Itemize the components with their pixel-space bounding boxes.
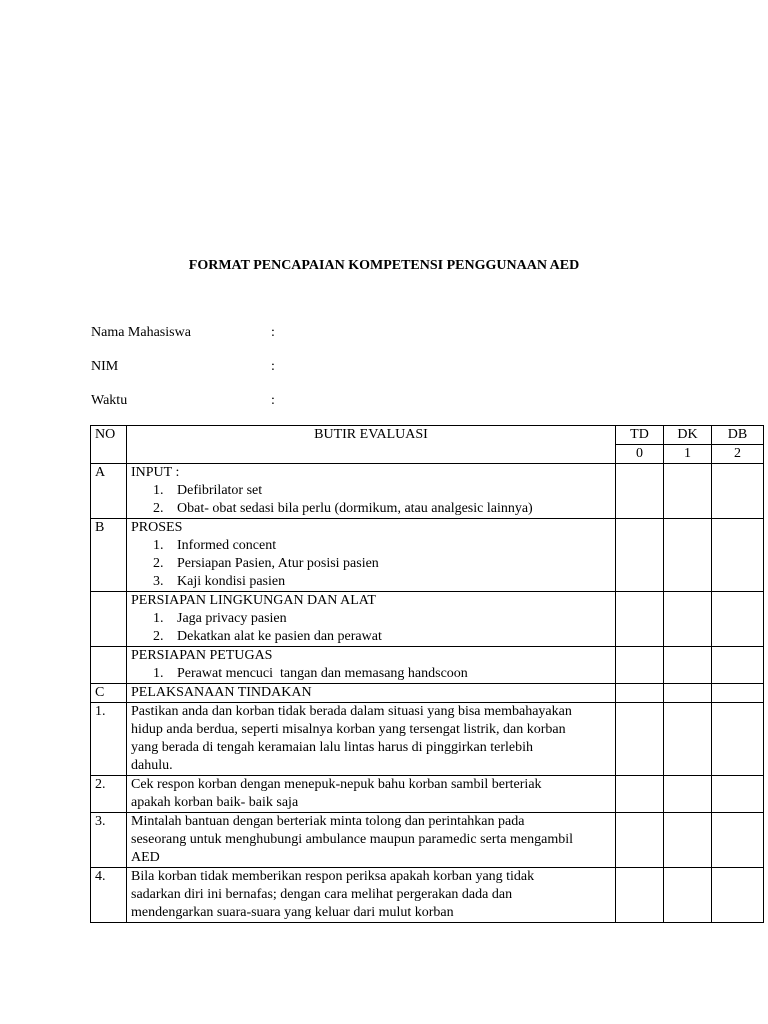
score-cell-db[interactable] bbox=[712, 684, 764, 703]
list-item: 1. Defibrilator set bbox=[153, 483, 263, 498]
score-cell-td[interactable] bbox=[616, 776, 664, 813]
row-no: A bbox=[91, 464, 127, 519]
table-row bbox=[91, 776, 764, 813]
table-row bbox=[91, 464, 764, 519]
step-line: AED bbox=[131, 850, 160, 865]
score-cell-db[interactable] bbox=[712, 647, 764, 684]
score-cell-dk[interactable] bbox=[664, 684, 712, 703]
score-cell-dk[interactable] bbox=[664, 813, 712, 868]
score-cell-dk[interactable] bbox=[664, 519, 712, 592]
row-no: 2. bbox=[91, 776, 127, 813]
score-cell-db[interactable] bbox=[712, 519, 764, 592]
step-line: apakah korban baik- baik saja bbox=[131, 795, 299, 810]
row-content bbox=[127, 813, 616, 868]
score-cell-dk[interactable] bbox=[664, 703, 712, 776]
row-no: 3. bbox=[91, 813, 127, 868]
list-item: 2. Obat- obat sedasi bila perlu (dormikum, atau analgesic lainnya) bbox=[153, 501, 533, 516]
field-colon: : bbox=[271, 393, 275, 408]
score-cell-td[interactable] bbox=[616, 464, 664, 519]
score-cell-db[interactable] bbox=[712, 813, 764, 868]
section-heading: PELAKSANAAN TINDAKAN bbox=[127, 684, 616, 703]
row-content bbox=[127, 776, 616, 813]
row-content bbox=[127, 592, 616, 647]
step-line: yang berada di tengah keramaian lalu lintas harus di pinggirkan terlebih bbox=[131, 740, 533, 755]
score-cell-dk[interactable] bbox=[664, 464, 712, 519]
score-cell-db[interactable] bbox=[712, 592, 764, 647]
list-item: 2. Persiapan Pasien, Atur posisi pasien bbox=[153, 556, 379, 571]
section-heading: PROSES bbox=[131, 520, 183, 535]
row-content bbox=[127, 868, 616, 923]
score-cell-dk[interactable] bbox=[664, 868, 712, 923]
score-cell-td[interactable] bbox=[616, 592, 664, 647]
score-cell-td[interactable] bbox=[616, 703, 664, 776]
row-content bbox=[127, 703, 616, 776]
score-cell-db[interactable] bbox=[712, 776, 764, 813]
score-db: 2 bbox=[712, 445, 764, 464]
step-line: hidup anda berdua, seperti misalnya korban yang tersengat listrik, dan korban bbox=[131, 722, 566, 737]
step-line: mendengarkan suara-suara yang keluar dari mulut korban bbox=[131, 905, 454, 920]
field-nama-mahasiswa bbox=[91, 325, 275, 341]
step-line: Pastikan anda dan korban tidak berada dalam situasi yang bisa membahayakan bbox=[131, 704, 572, 719]
score-cell-db[interactable] bbox=[712, 464, 764, 519]
list-item: 1. Jaga privacy pasien bbox=[153, 611, 287, 626]
score-cell-td[interactable] bbox=[616, 684, 664, 703]
field-label: Nama Mahasiswa bbox=[91, 325, 191, 340]
list-item: 1. Informed concent bbox=[153, 538, 277, 553]
table-row bbox=[91, 868, 764, 923]
row-content bbox=[127, 647, 616, 684]
header-butir-evaluasi: BUTIR EVALUASI bbox=[127, 426, 616, 464]
step-line: dahulu. bbox=[131, 758, 173, 773]
section-heading: INPUT : bbox=[131, 465, 180, 480]
step-line: sadarkan diri ini bernafas; dengan cara melihat pergerakan dada dan bbox=[131, 887, 513, 902]
score-cell-td[interactable] bbox=[616, 813, 664, 868]
score-cell-dk[interactable] bbox=[664, 647, 712, 684]
header-no: NO bbox=[91, 426, 127, 464]
step-line: seseorang untuk menghubungi ambulance maupun paramedic serta mengambil bbox=[131, 832, 574, 847]
field-label: Waktu bbox=[91, 393, 128, 408]
row-no: 4. bbox=[91, 868, 127, 923]
score-cell-td[interactable] bbox=[616, 868, 664, 923]
field-waktu bbox=[91, 393, 275, 409]
score-cell-dk[interactable] bbox=[664, 776, 712, 813]
row-content bbox=[127, 519, 616, 592]
header-dk: DK bbox=[664, 426, 712, 445]
score-cell-td[interactable] bbox=[616, 647, 664, 684]
header-db: DB bbox=[712, 426, 764, 445]
row-no: C bbox=[91, 684, 127, 703]
header-td: TD bbox=[616, 426, 664, 445]
score-dk: 1 bbox=[664, 445, 712, 464]
field-colon: : bbox=[271, 325, 275, 340]
table-row bbox=[91, 813, 764, 868]
score-cell-db[interactable] bbox=[712, 703, 764, 776]
section-heading: PERSIAPAN PETUGAS bbox=[131, 648, 273, 663]
step-line: Cek respon korban dengan menepuk-nepuk bahu korban sambil berteriak bbox=[131, 777, 542, 792]
section-heading: PERSIAPAN LINGKUNGAN DAN ALAT bbox=[131, 593, 376, 608]
step-line: Mintalah bantuan dengan berteriak minta tolong dan perintahkan pada bbox=[131, 814, 525, 829]
score-td: 0 bbox=[616, 445, 664, 464]
list-item: 2. Dekatkan alat ke pasien dan perawat bbox=[153, 629, 382, 644]
step-line: Bila korban tidak memberikan respon periksa apakah korban yang tidak bbox=[131, 869, 535, 884]
field-colon: : bbox=[271, 359, 275, 374]
table-header-row bbox=[91, 426, 764, 445]
row-no bbox=[91, 647, 127, 684]
page-title: FORMAT PENCAPAIAN KOMPETENSI PENGGUNAAN AED bbox=[188, 258, 580, 273]
row-no: 1. bbox=[91, 703, 127, 776]
table-row bbox=[91, 684, 764, 703]
table-row bbox=[91, 519, 764, 592]
row-no bbox=[91, 592, 127, 647]
score-cell-dk[interactable] bbox=[664, 592, 712, 647]
table-row bbox=[91, 703, 764, 776]
list-item: 1. Perawat mencuci tangan dan memasang handscoon bbox=[153, 666, 468, 681]
evaluation-table bbox=[90, 425, 764, 923]
table-row bbox=[91, 592, 764, 647]
row-no: B bbox=[91, 519, 127, 592]
row-content bbox=[127, 464, 616, 519]
score-cell-td[interactable] bbox=[616, 519, 664, 592]
table-row bbox=[91, 647, 764, 684]
list-item: 3. Kaji kondisi pasien bbox=[153, 574, 286, 589]
field-nim bbox=[91, 359, 275, 375]
score-cell-db[interactable] bbox=[712, 868, 764, 923]
field-label: NIM bbox=[91, 359, 119, 374]
